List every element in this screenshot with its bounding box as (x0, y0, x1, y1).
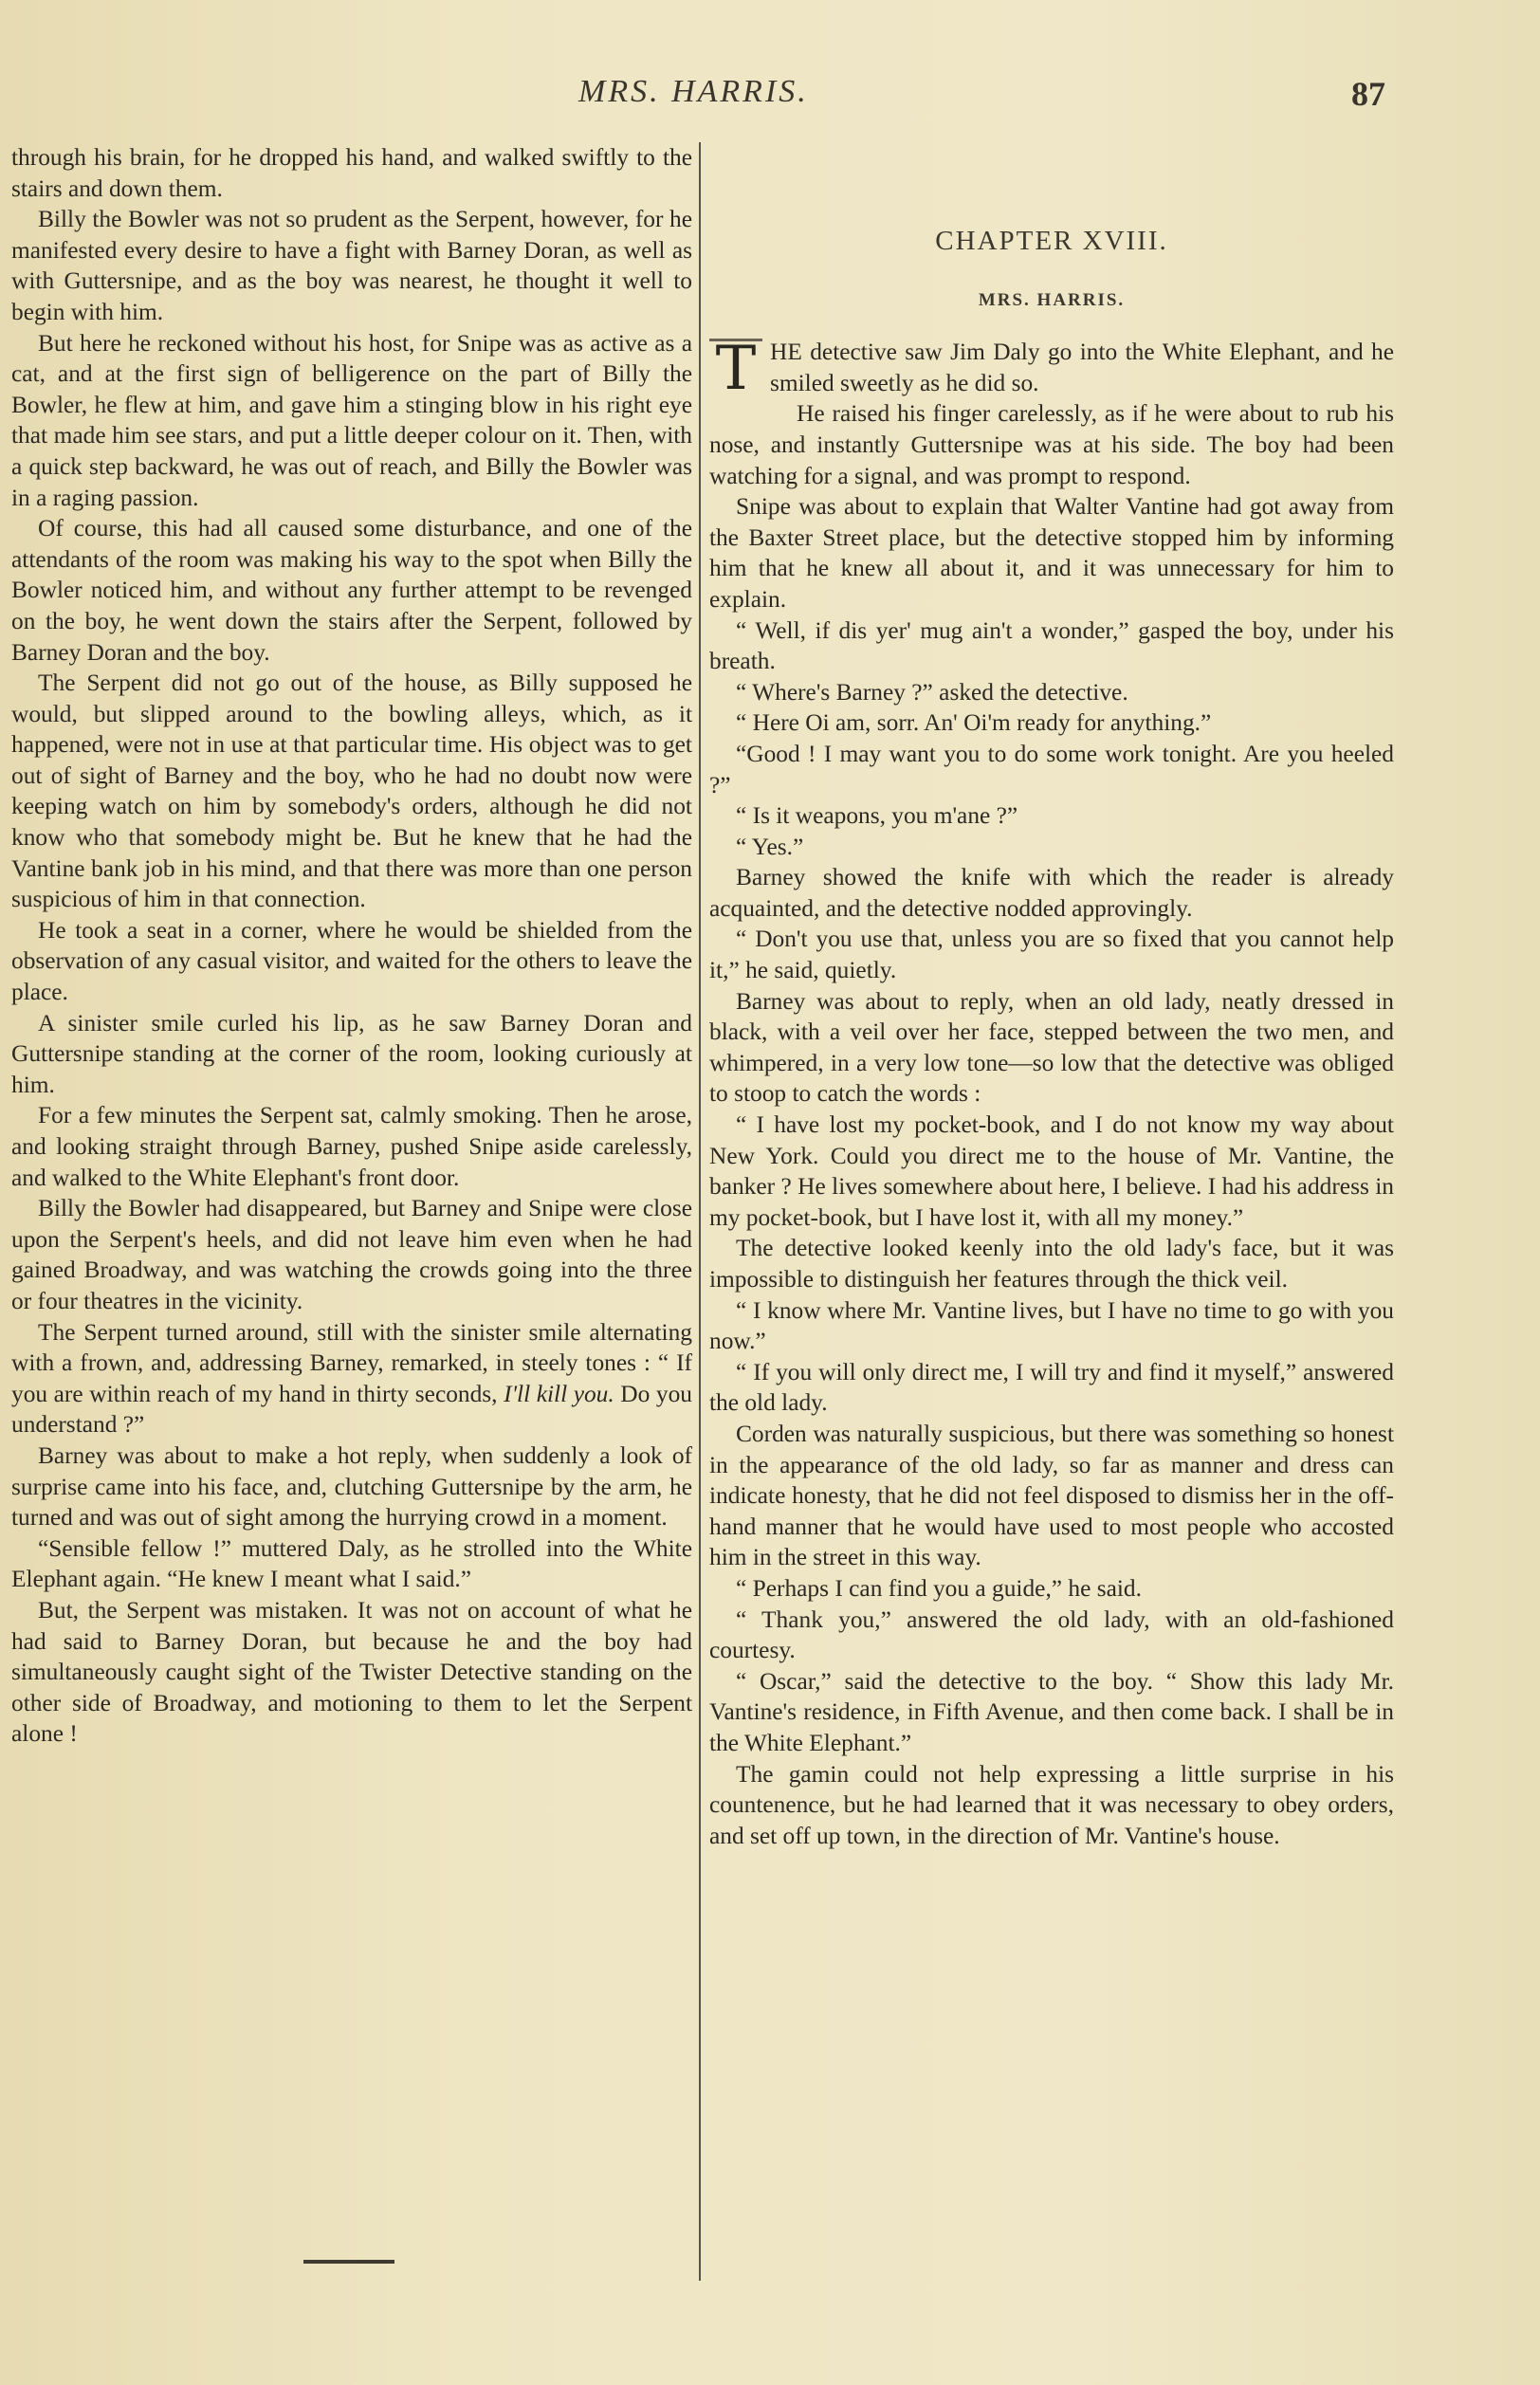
paragraph-with-italic (11, 1317, 692, 1440)
paragraph: Barney showed the knife with which the reader is already acquainted, and the detective nodded approvingly. (709, 864, 1394, 922)
paragraph: Billy the Bowler was not so prudent as the Serpent, however, for he manifested every desire to have a fight with Barney Doran, as well as with Guttersnipe, and as the boy was nearest, he thought it well to begin with him. (11, 206, 692, 325)
section-end-rule (303, 2260, 394, 2264)
paragraph: “ Is it weapons, you m'ane ?” (736, 802, 1018, 830)
paragraph-text: The Serpent turned around, still with the sinister smile alternating with a frown, and, addressing Barney, remarked, in steely tones : “ If you are within reach of my hand in thirty seconds, (11, 1318, 692, 1407)
paragraph: “ Oscar,” said the detective to the boy. “ Show this lady Mr. Vantine's residence, in Fifth Avenue, and then come back. I shall be in the White Elephant.” (709, 1667, 1394, 1756)
paragraph: “ I have lost my pocket-book, and I do not know my way about New York. Could you direct me to the house of Mr. Vantine, the banker ? He lives somewhere about here, I believe. I had his address in my pocket-book, but I have lost it, with all my money.” (709, 1111, 1394, 1231)
paragraph: “ Perhaps I can find you a guide,” he said. (736, 1574, 1142, 1602)
paragraph: For a few minutes the Serpent sat, calmly smoking. Then he arose, and looking straight through Barney, pushed Snipe aside carelessly, and walked to the White Elephant's front door. (11, 1102, 692, 1191)
running-title: MRS. HARRIS. (578, 74, 809, 109)
paragraph: Of course, this had all caused some disturbance, and one of the attendants of the room was making his way to the spot when Billy the Bowler noticed him, and without any further attempt to be revenged on the boy, he went down the stairs after the Serpent, followed by Barney Doran and the boy. (11, 515, 692, 666)
paragraph: “ If you will only direct me, I will try and find it myself,” answered the old lady. (709, 1358, 1394, 1417)
paragraph: “ Well, if dis yer' mug ain't a wonder,” gasped the boy, under his breath. (709, 616, 1394, 675)
paragraph: The detective looked keenly into the old lady's face, but it was impossible to distinguish her features through the thick veil. (709, 1235, 1394, 1293)
left-column (11, 142, 692, 1750)
paragraph: The Serpent did not go out of the house, as Billy supposed he would, but slipped around to the bowling alleys, which, as it happened, were not in use at that particular time. His object was to get out of sight of Barney and the boy, who he had no doubt now were keeping watch on him by somebody's orders, although he did not know who that somebody might be. But he knew that he had the Vantine bank job in his mind, and that there was more than one person suspicious of him in that connection. (11, 670, 692, 913)
paragraph: But here he reckoned without his host, for Snipe was as active as a cat, and at the first sign of belligerence on the part of Billy the Bowler, he flew at him, and gave him a stinging blow in his right eye that made him see stars, and put a little deeper colour on it. Then, with a quick step backward, he was out of reach, and Billy the Bowler was in a raging passion. (11, 329, 692, 511)
paragraph: A sinister smile curled his lip, as he saw Barney Doran and Guttersnipe standing at the corner of the room, looking curiously at him. (11, 1009, 692, 1098)
chapter-subtitle: MRS. HARRIS. (978, 289, 1126, 310)
paragraph: He took a seat in a corner, where he would be shielded from the observation of any casual visitor, and waited for the others to leave the place. (11, 916, 692, 1006)
paragraph: “ Thank you,” answered the old lady, with an old-fashioned courtesy. (709, 1605, 1394, 1664)
paragraph: “Good ! I may want you to do some work tonight. Are you heeled ?” (709, 740, 1394, 798)
column-divider (699, 142, 701, 2281)
paragraph: through his brain, for he dropped his hand, and walked swiftly to the stairs and down them. (11, 144, 692, 202)
paragraph: “ Don't you use that, unless you are so fixed that you cannot help it,” he said, quietly. (709, 926, 1394, 984)
running-head (0, 74, 1540, 121)
paragraph: Barney was about to reply, when an old lady, neatly dressed in black, with a veil over her face, stepped between the two men, and whimpered, in a very low tone—so low that the detective was obliged to stoop to catch the words : (709, 987, 1394, 1108)
opening-text: HE detective saw Jim Daly go into the White Elephant, and he smiled sweetly as he did so. (770, 339, 1394, 396)
right-column (709, 142, 1394, 1851)
opening-paragraph (709, 334, 1394, 405)
dropcap-initial: T (709, 339, 762, 400)
paragraph: The gamin could not help expressing a little surprise in his countenence, but he had learned that it was necessary to obey orders, and set off up town, in the direction of Mr. Vantine's house. (709, 1760, 1394, 1849)
paragraph: But, the Serpent was mistaken. It was not on account of what he had said to Barney Doran, but because he and the boy had simultaneously caught sight of the Twister Detective standing on the other side of Broadway, and motioning to them to let the Serpent alone ! (11, 1596, 692, 1748)
italic-threat: I'll kill you. (504, 1380, 614, 1407)
paragraph: Barney was about to make a hot reply, when suddenly a look of surprise came into his face, and, clutching Guttersnipe by the arm, he turned and was out of sight among the hurrying crowd in a moment. (11, 1441, 692, 1532)
paragraph: “ Where's Barney ?” asked the detective. (736, 678, 1128, 706)
paragraph: “Sensible fellow !” muttered Daly, as he strolled into the White Elephant again. “He knew I meant what I said.” (11, 1534, 692, 1593)
chapter-heading: CHAPTER XVIII. (935, 226, 1168, 256)
paragraph-text-after: Do you understand ?” (11, 1380, 692, 1439)
paragraph: Billy the Bowler had disappeared, but Barney and Snipe were close upon the Serpent's heels, and did not leave him even when he had gained Broadway, and was watching the crowds going into the three or four theatres in the vicinity. (11, 1195, 692, 1314)
paragraph: He raised his finger carelessly, as if he were about to rub his nose, and instantly Guttersnipe was at his side. The boy had been watching for a signal, and was prompt to respond. (709, 400, 1394, 489)
paragraph: “ Yes.” (736, 833, 804, 860)
page-number: 87 (1351, 75, 1385, 113)
paragraph: Corden was naturally suspicious, but there was something so honest in the appearance of the old lady, so far as manner and dress can indicate honesty, that he did not feel disposed to dismiss her in the off-hand manner that he would have used to most people who accosted him in the street in this way. (709, 1420, 1394, 1571)
paragraph: “ I know where Mr. Vantine lives, but I have no time to go with you now.” (709, 1296, 1394, 1355)
paragraph: “ Here Oi am, sorr. An' Oi'm ready for anything.” (736, 709, 1212, 737)
paragraph: Snipe was about to explain that Walter Vantine had got away from the Baxter Street place, but the detective stopped him by informing him that he knew all about it, and it was unnecessary for him to explain. (709, 493, 1394, 613)
